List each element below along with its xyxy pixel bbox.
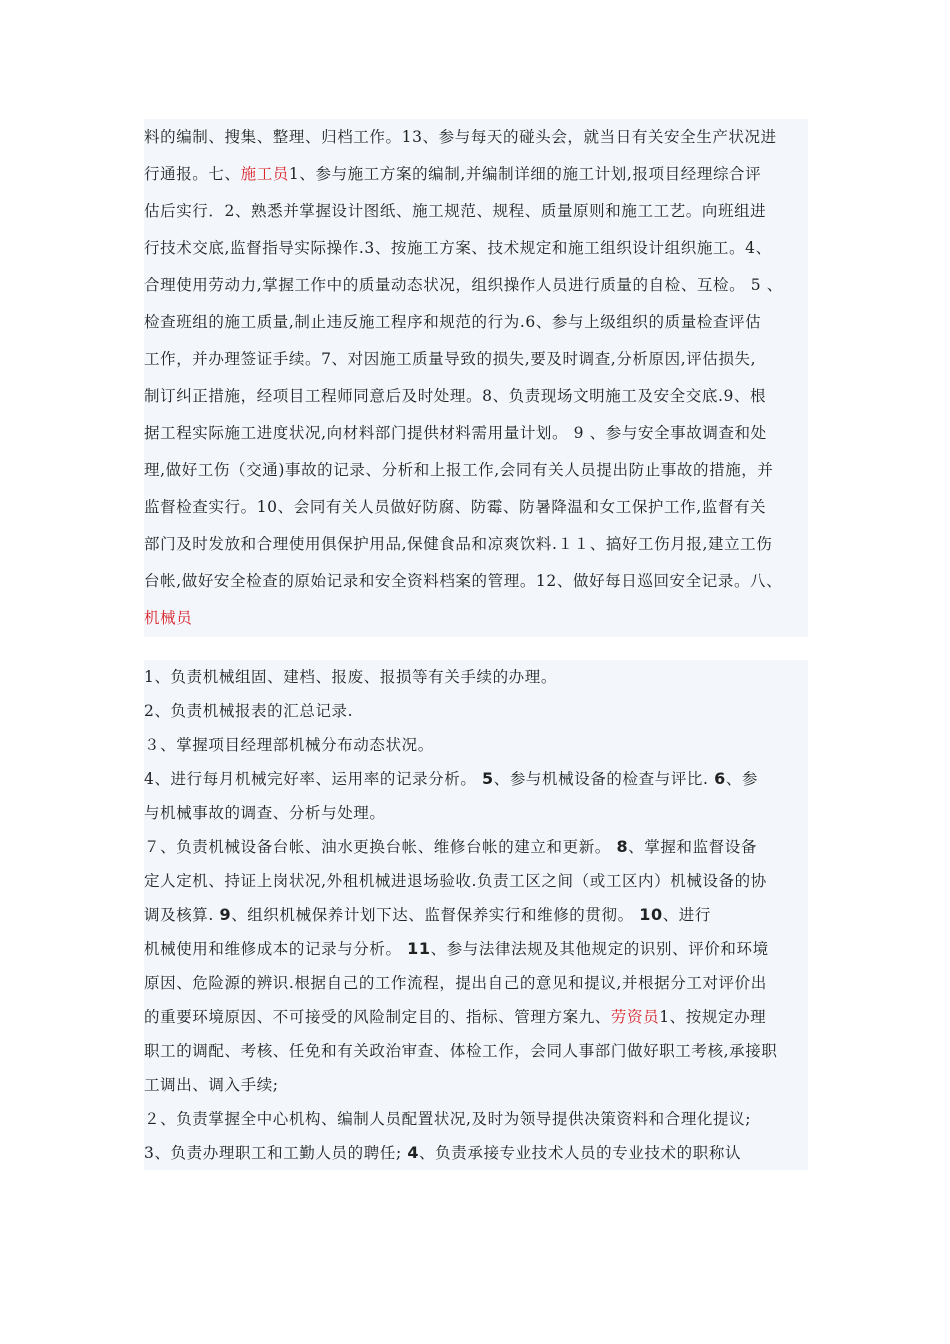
text-span: 3、负责办理职工和工勤人员的聘任; [144, 1144, 408, 1162]
text-span: 的重要环境原因、不可接受的风险制定目的、指标、管理方案九、 [144, 1008, 611, 1026]
text-span: 、参与机械设备的检查与评比. [493, 770, 715, 788]
text-line: ３、掌握项目经理部机械分布动态状况。 [144, 736, 434, 754]
text-span: 1、按规定办理 [659, 1008, 767, 1026]
text-line: 部门及时发放和合理使用俱保护用品,保健食品和凉爽饮料.１１、搞好工伤月报,建立工伤 [144, 535, 773, 553]
text-span: 、参 [725, 770, 759, 788]
text-line: ２、负责掌握全中心机构、编制人员配置状况,及时为领导提供决策资料和合理化提议; [144, 1110, 752, 1128]
item-number: 8 [616, 837, 629, 856]
text-line: 料的编制、搜集、整理、归档工作。13、参与每天的碰头会，就当日有关安全生产状况进 [144, 128, 777, 146]
text-span: 、进行 [662, 906, 712, 924]
item-number: 10 [639, 905, 663, 924]
text-span: 4、进行每月机械完好率、运用率的记录分析。 [144, 770, 482, 788]
text-line: 估后实行．2、熟悉并掌握设计图纸、施工规范、规程、质量原则和施工工艺。向班组进 [144, 202, 767, 220]
text-line: 职工的调配、考核、任免和有关政治审查、体检工作，会同人事部门做好职工考核,承接职 [144, 1042, 778, 1060]
paragraph-duties-1 [144, 119, 808, 637]
item-number: 9 [219, 905, 232, 924]
text-line [144, 1136, 808, 1170]
item-number: 6 [714, 769, 726, 788]
text-line: 理,做好工伤（交通)事故的记录、分析和上报工作,会同有关人员提出防止事故的措施，并 [144, 461, 774, 479]
text-line [144, 830, 808, 864]
paragraph-duties-2 [144, 660, 808, 1170]
role-title-machinery-officer: 机械员 [144, 609, 193, 627]
text-line: 制订纠正措施，经项目工程师同意后及时处理。8、负责现场文明施工及安全交底.9、根 [144, 387, 767, 405]
text-line: 2、负责机械报表的汇总记录. [144, 702, 354, 720]
text-line: 原因、危险源的辨识.根据自己的工作流程，提出自己的意见和提议,并根据分工对评价出 [144, 974, 767, 992]
text-line: 检查班组的施工质量,制止违反施工程序和规范的行为.6、参与上级组织的质量检查评估 [144, 313, 762, 331]
text-line: 合理使用劳动力,掌握工作中的质量动态状况，组织操作人员进行质量的自检、互检。 5 、 [144, 276, 783, 294]
text-line: 工调出、调入手续; [144, 1076, 279, 1094]
text-span: ７、负责机械设备台帐、油水更换台帐、维修台帐的建立和更新。 [144, 838, 617, 856]
text-span: 1、参与施工方案的编制,并编制详细的施工计划,报项目经理综合评 [288, 165, 762, 183]
text-span: 、组织机械保养计划下达、监督保养实行和维修的贯彻。 [231, 906, 640, 924]
item-number: 5 [482, 769, 494, 788]
text-line: 行技术交底,监督指导实际操作.3、按施工方案、技术规定和施工组织设计组织施工。4、 [144, 239, 772, 257]
text-span: 调及核算. [144, 906, 220, 924]
text-line: 据工程实际施工进度状况,向材料部门提供材料需用量计划。 9 、参与安全事故调查和处 [144, 424, 767, 442]
text-line: 定人定机、持证上岗状况,外租机械进退场验收.负责工区之间（或工区内）机械设备的协 [144, 872, 767, 890]
text-span: 、掌握和监督设备 [628, 838, 757, 856]
role-title-labor-officer: 劳资员 [610, 1008, 660, 1026]
text-span: 、参与法律法规及其他规定的识别、评价和环境 [430, 940, 769, 958]
text-line [144, 1000, 808, 1034]
text-line [144, 898, 808, 932]
text-line: 监督检查实行。10、会同有关人员做好防腐、防霉、防暑降温和女工保护工作,监督有关 [144, 498, 767, 516]
role-title-construction-worker: 施工员 [240, 165, 289, 183]
text-span: 行通报。七、 [144, 165, 241, 183]
text-line [144, 762, 808, 796]
text-line: 台帐,做好安全检查的原始记录和安全资料档案的管理。12、做好每日巡回安全记录。八、 [144, 572, 783, 590]
text-line [144, 932, 808, 966]
text-line [144, 156, 808, 193]
text-span: 机械使用和维修成本的记录与分析。 [144, 940, 408, 958]
text-line: 与机械事故的调查、分析与处理。 [144, 804, 386, 822]
item-number: 4 [407, 1143, 420, 1162]
text-line: 工作，并办理签证手续。7、对因施工质量导致的损失,要及时调查,分析原因,评估损失, [144, 350, 757, 368]
text-line: 1、负责机械组固、建档、报废、报损等有关手续的办理。 [144, 668, 557, 686]
text-span: 、负责承接专业技术人员的专业技术的职称认 [419, 1144, 742, 1162]
text-line [144, 600, 808, 637]
item-number: 11 [407, 939, 431, 958]
